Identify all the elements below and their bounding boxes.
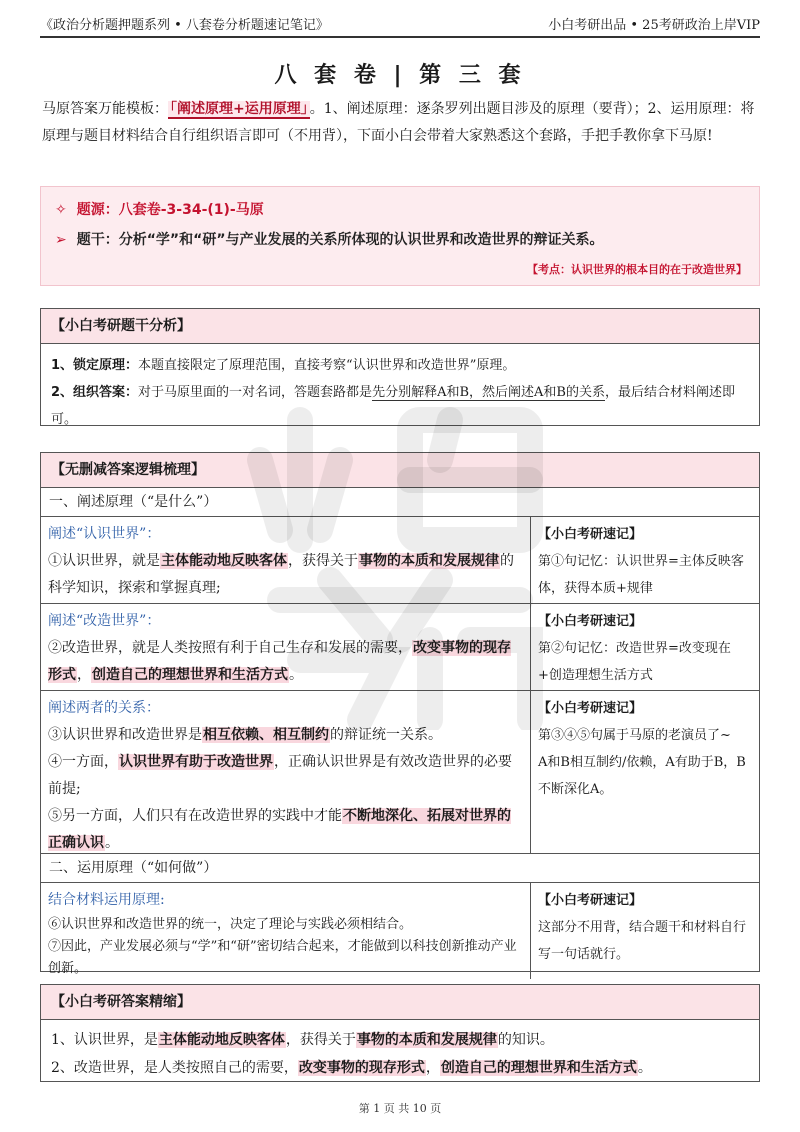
ans-l2c: 。 [637,1060,652,1076]
apply-line-7: ⑦因此，产业发展必须与“学”和“研”密切结合起来，才能做到以科技创新推动产业创新。 [48,939,517,976]
answer-line-1 [51,1026,749,1054]
r3-l2b: ，正确认识世界是有效改造世界的必要前提; [48,754,512,797]
ans-l1c: 的知识。 [497,1032,554,1048]
r1-a: ①认识世界，就是 [48,553,160,569]
question-source-box [40,186,760,286]
row-relation-left [41,691,531,853]
r2-note: 第②句记忆：改造世界=改变现在+创造理想生活方式 [538,641,731,683]
row-apply-title: 结合材料运用原理: [48,892,165,908]
r3-note1: 第③④⑤句属于马原的老演员了~ [538,728,731,743]
p1-text: 本题直接限定了原理范围，直接考察“认识世界和改造世界”原理。 [138,358,516,373]
row-relation-title: 阐述两者的关系： [48,700,160,716]
row-apply [41,883,759,979]
r1-h2: 事物的本质和发展规律 [359,553,499,569]
row-transform-title: 阐述“改造世界”： [48,613,161,629]
r4-note: 这部分不用背，结合题干和材料自行写一句话就行。 [538,920,747,962]
answer-body [41,1020,759,1088]
ans-l1a: 1、认识世界，是 [51,1032,158,1048]
template-highlight: 「阐述原理+运用原理」 [170,101,308,117]
row-transform [41,604,759,691]
sparkle-icon: ✧ [55,202,67,218]
r3-l2h: 认识世界有助于改造世界 [119,754,273,770]
apply-line-6: ⑥认识世界和改造世界的统一，决定了理论与实践必须相结合。 [48,917,413,932]
stem-text: 题干：分析“学”和“研”与产业发展的关系所体现的认识世界和改造世界的辩证关系。 [76,232,604,248]
ans-l1h2: 事物的本质和发展规律 [356,1032,497,1048]
intro-paragraph [42,96,760,150]
r2-note-head: 【小白考研速记】 [538,614,643,629]
answer-box [40,984,760,1082]
page-title: 八 套 卷 | 第 三 套 [274,63,526,88]
r3-l1b: 的辩证统一关系。 [330,727,442,743]
arrow-bullet-icon: ➢ [55,232,67,248]
r4-note-head: 【小白考研速记】 [538,893,643,908]
row-cognize-title: 阐述“认识世界”： [48,526,161,542]
r3-l3h: 不断地深化、拓展对世界的正确认识 [48,808,511,851]
answer-head: 【小白考研答案精缩】 [41,985,759,1020]
ans-l2h2: 创造自己的理想世界和生活方式 [440,1060,637,1076]
ans-l2b: ， [425,1060,440,1076]
logic-box [40,452,760,976]
r2-c: 。 [289,667,303,683]
r1-h1: 主体能动地反映客体 [161,553,287,569]
analysis-p1 [51,352,749,379]
row-cognize [41,517,759,604]
section-1-title: 一、阐述原理（“是什么”） [41,488,759,517]
row-apply-note [531,883,759,979]
source-line [55,199,745,219]
row-transform-note [531,604,759,690]
row-apply-left [41,883,531,979]
source-label: 题源：八套卷-3-34-(1)-马原 [76,202,264,218]
key-point: 【考点：认识世界的根本目的在于改造世界】 [527,263,747,276]
p2-label: 2、组织答案： [51,385,139,400]
row-relation-note [531,691,759,853]
analysis-box [40,308,760,426]
page-header [40,12,760,38]
ans-l2h1: 改变事物的现存形式 [298,1060,425,1076]
row-relation [41,691,759,854]
row-cognize-text [48,548,523,602]
row-cognize-note [531,517,759,603]
r2-b: ， [77,667,91,683]
analysis-head: 【小白考研题干分析】 [41,309,759,344]
row-transform-left [41,604,531,690]
page-footer: 第 1 页 共 10 页 [358,1102,442,1115]
row-transform-text [48,635,523,689]
r3-note2: A和B相互制约/依赖，A有助于B，B不断深化A。 [538,755,746,797]
r2-h1: 改变事物的现存形式 [48,640,511,683]
header-left: 《政治分析题押题系列 • 八套卷分析题速记笔记》 [40,18,329,33]
r3-l3b: 。 [105,835,119,851]
ans-l1b: ，获得关于 [285,1032,356,1048]
analysis-p2 [51,379,749,433]
r3-l3a: ⑤另一方面，人们只有在改造世界的实践中才能 [48,808,342,824]
section-2-title: 二、运用原理（“如何做”） [41,854,759,883]
intro-prefix: 马原答案万能模板： [42,101,168,117]
relation-line-5 [48,803,523,857]
relation-line-4 [48,749,523,803]
stem-line [55,229,745,249]
analysis-body [41,344,759,441]
r1-note-head: 【小白考研速记】 [538,527,643,542]
r2-a: ②改造世界，就是人类按照有利于自己生存和发展的需要， [48,640,412,656]
relation-line-3 [48,722,523,749]
answer-line-2 [51,1054,749,1082]
r3-l1a: ③认识世界和改造世界是 [48,727,202,743]
intro-rest: 。1、阐述原理：逐条罗列出题目涉及的原理（要背）；2、运用原理：将原理与题目材料结合自行组织语言即可（不用背），下面小白会带着大家熟悉这个套路，手把手教你拿下马原! [42,101,755,144]
ans-l1h1: 主体能动地反映客体 [158,1032,285,1048]
p2-underline: 先分别解释A和B，然后阐述A和B的关系 [372,385,605,400]
p2-pre: 对于马原里面的一对名词，答题套路都是 [138,385,373,400]
r1-note: 第①句记忆：认识世界=主体反映客体，获得本质+规律 [538,554,744,596]
r1-c: 的科学知识，探索和掌握真理; [48,553,514,596]
ans-l2a: 2、改造世界，是人类按照自己的需要， [51,1060,298,1076]
row-cognize-left [41,517,531,603]
p2-post: ，最后结合材料阐述即可。 [51,385,735,427]
r3-l2a: ④一方面， [48,754,118,770]
p1-label: 1、锁定原理： [51,358,139,373]
r3-note-head: 【小白考研速记】 [538,701,643,716]
logic-head: 【无删减答案逻辑梳理】 [41,453,759,488]
r2-h2: 创造自己的理想世界和生活方式 [92,667,288,683]
header-right: 小白考研出品 • 25考研政治上岸VIP [548,18,760,33]
r1-b: ，获得关于 [288,553,358,569]
r3-l1h: 相互依赖、相互制约 [203,727,329,743]
